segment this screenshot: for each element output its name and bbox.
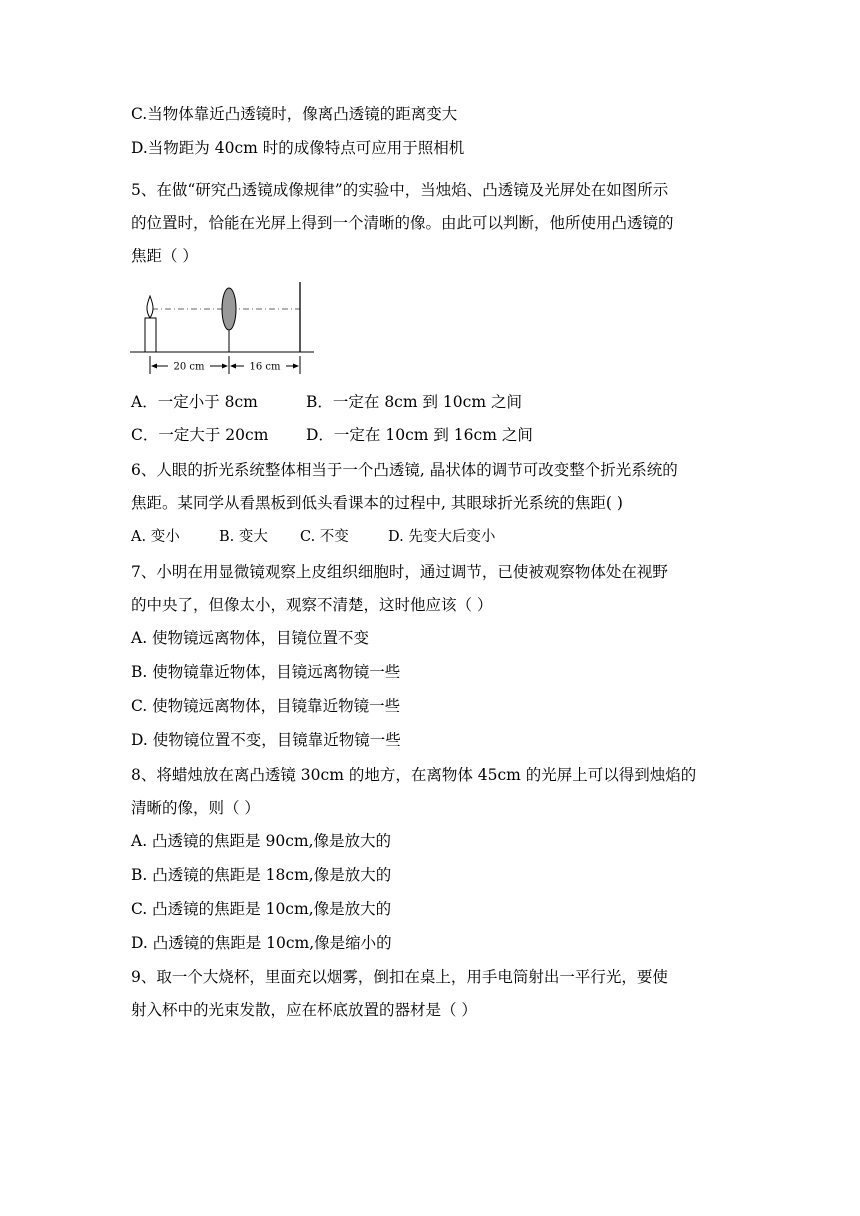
candle-flame [147, 296, 153, 318]
convex-lens [222, 288, 236, 330]
candle [145, 318, 156, 352]
q8-stem-line-2: 清晰的像，则（ ） [131, 799, 260, 817]
q7-option-c: C. 使物镜远离物体，目镜靠近物镜一些 [131, 697, 401, 715]
q7-option-b: B. 使物镜靠近物体，目镜远离物镜一些 [131, 663, 401, 681]
q8-option-c: C. 凸透镜的焦距是 10cm,像是放大的 [131, 900, 392, 918]
q8-option-a: A. 凸透镜的焦距是 90cm,像是放大的 [131, 832, 392, 850]
q9-stem-line-1: 9、取一个大烧杯，里面充以烟雾，倒扣在桌上，用手电筒射出一平行光，要使 [131, 968, 668, 986]
q5-option-d: D．一定在 10cm 到 16cm 之间 [306, 426, 533, 444]
q8-option-d: D. 凸透镜的焦距是 10cm,像是缩小的 [131, 934, 392, 952]
q7-option-d: D. 使物镜位置不变，目镜靠近物镜一些 [131, 731, 401, 749]
q5-stem-line-2: 的位置时，恰能在光屏上得到一个清晰的像。由此可以判断，他所使用凸透镜的 [131, 214, 674, 232]
q4-option-c: C.当物体靠近凸透镜时，像离凸透镜的距离变大 [131, 105, 458, 123]
q6-stem-line-1: 6、人眼的折光系统整体相当于一个凸透镜, 晶状体的调节可改变整个折光系统的 [131, 461, 678, 479]
q6-option-b: B. 变大 [219, 529, 268, 545]
q8-option-b: B. 凸透镜的焦距是 18cm,像是放大的 [131, 866, 392, 884]
q7-stem-line-1: 7、小明在用显微镜观察上皮组织细胞时，通过调节，已使被观察物体处在视野 [131, 563, 668, 581]
dimension-label-20cm: 20 cm [173, 361, 205, 373]
q7-stem-line-2: 的中央了，但像太小，观察不清楚，这时他应该（ ） [131, 596, 493, 614]
q5-option-b: B．一定在 8cm 到 10cm 之间 [306, 393, 522, 411]
q4-option-d: D.当物距为 40cm 时的成像特点可应用于照相机 [131, 139, 465, 157]
q7-option-a: A. 使物镜远离物体，目镜位置不变 [131, 629, 370, 647]
dimension-label-16cm: 16 cm [249, 361, 281, 373]
q5-option-a: A．一定小于 8cm [131, 393, 258, 411]
q6-stem-line-2: 焦距。某同学从看黑板到低头看课本的过程中, 其眼球折光系统的焦距( ) [131, 494, 623, 512]
q5-stem-line-3: 焦距（ ） [131, 247, 198, 265]
q6-option-d: D. 先变大后变小 [388, 529, 496, 545]
q5-stem-line-1: 5、在做“研究凸透镜成像规律”的实验中，当烛焰、凸透镜及光屏处在如图所示 [131, 181, 669, 199]
q5-figure-candle-lens-screen [124, 278, 324, 378]
q5-option-c: C．一定大于 20cm [131, 426, 269, 444]
q6-option-c: C. 不变 [300, 529, 349, 545]
q9-stem-line-2: 射入杯中的光束发散，应在杯底放置的器材是（ ） [131, 1001, 477, 1019]
q6-option-a: A. 变小 [131, 529, 180, 545]
q8-stem-line-1: 8、将蜡烛放在离凸透镜 30cm 的地方，在离物体 45cm 的光屏上可以得到烛焰的 [131, 766, 697, 784]
